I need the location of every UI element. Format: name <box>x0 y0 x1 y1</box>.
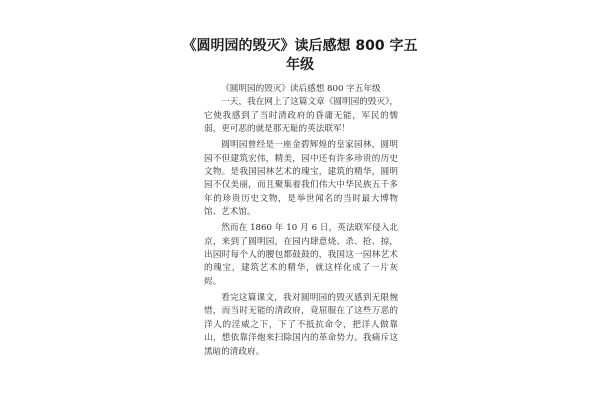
document-title <box>0 37 600 75</box>
paragraph-3: 然而在 1860 年 10 月 6 日，英法联军侵入北京，来到了圆明园，在园内肆意烧、杀、抢、掠，出园时每个人的腰包都鼓鼓的，我国这一园林艺术的瑰宝，建筑艺术的精华，就这样化成了一片灰烬。 <box>204 223 398 287</box>
document-body <box>204 83 398 362</box>
document-title-line-1: 《圆明园的毁灭》读后感想 800 字五 <box>182 38 418 54</box>
paragraph-1: 一天，我在网上了这篇文章《圆明园的毁灭》，它使我感到了当时清政府的昏庸无能，军民的懦弱，更可恶的就是那无耻的英法联军！ <box>204 97 398 135</box>
document-title-line-2: 年级 <box>286 57 314 73</box>
paragraph-4: 看完这篇课文，我对圆明园的毁灭感到无限惋惜，而当时无能的清政府，竟屈服在了这些万恶的洋人的淫威之下，下了不抵抗命令，把洋人做靠山，想依靠洋炮来扫除国内的革命势力。我痛斥这黑暗的清政府。 <box>204 292 398 357</box>
document-subtitle: 《圆明园的毁灭》读后感想 800 字五年级 <box>221 84 381 94</box>
paragraph-2: 圆明园曾经是一座金碧辉煌的皇家园林，圆明园不但建筑宏伟，精美，园中还有许多珍贵的历史文物。是我国园林艺术的瑰宝，建筑的精华，圆明园不仅美丽，而且聚集着我们伟大中华民族五千多年的珍贵历史文物，是举世闻名的当时最大博物馆、艺术馆。 <box>204 140 398 218</box>
